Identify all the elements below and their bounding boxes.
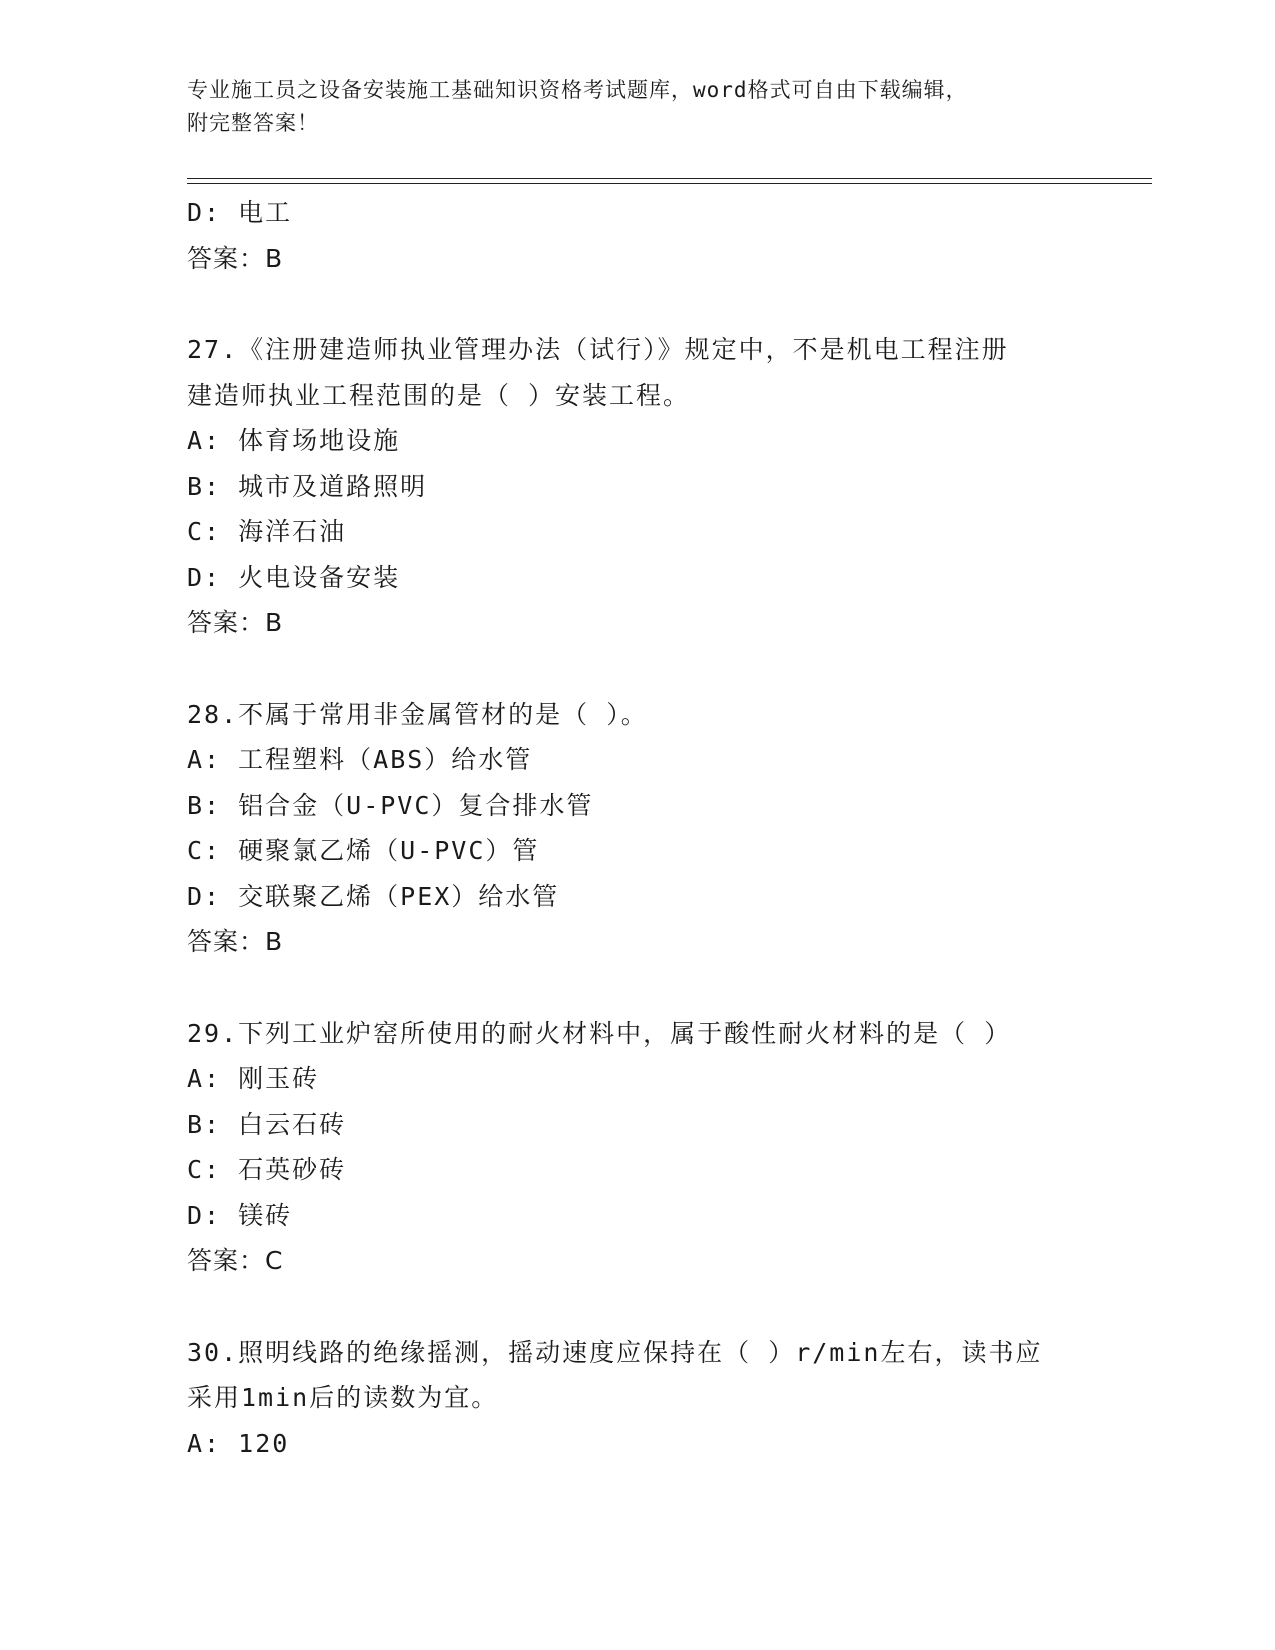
spacer (187, 646, 1147, 692)
option-c: C: 硬聚氯乙烯（U-PVC）管 (187, 836, 540, 865)
question-stem: 30.照明线路的绝缘摇测，摇动速度应保持在（ ）r/min左右，读书应 (187, 1337, 1043, 1367)
header-divider-top (187, 178, 1152, 179)
question-stem-continued: 建造师执业工程范围的是（ ）安装工程。 (187, 380, 691, 410)
option-a: A: 刚玉砖 (187, 1064, 320, 1093)
question-stem-continued: 采用1min后的读数为宜。 (187, 1383, 499, 1412)
option-b: B: 白云石砖 (187, 1109, 347, 1139)
option-b: B: 铝合金（U-PVC）复合排水管 (187, 790, 594, 820)
option-a: A: 120 (187, 1428, 290, 1458)
question-stem: 28.不属于常用非金属管材的是（ ）。 (187, 699, 648, 729)
option-d: D: 镁砖 (187, 1200, 293, 1230)
option-d: D: 火电设备安装 (187, 562, 401, 592)
option-c: C: 海洋石油 (187, 517, 347, 546)
spacer (187, 965, 1147, 1011)
answer: 答案：B (187, 608, 284, 637)
question-list (187, 190, 1147, 1466)
header-line-2: 附完整答案！ (187, 111, 319, 135)
question-27 (187, 327, 1147, 646)
question-29 (187, 1011, 1147, 1284)
question-26-partial (187, 190, 1147, 281)
option-a: A: 工程塑料（ABS）给水管 (187, 745, 533, 774)
answer: 答案：B (187, 243, 284, 273)
option-b: B: 城市及道路照明 (187, 471, 428, 501)
question-28 (187, 692, 1147, 965)
spacer (187, 1284, 1147, 1330)
option-d: D: 交联聚乙烯（PEX）给水管 (187, 881, 560, 911)
question-stem: 27.《注册建造师执业管理办法（试行）》规定中，不是机电工程注册 (187, 335, 1009, 364)
question-stem: 29.下列工业炉窑所使用的耐火材料中，属于酸性耐火材料的是（ ） (187, 1018, 1012, 1048)
header-divider-bottom (187, 183, 1152, 184)
spacer (187, 281, 1147, 327)
option-a: A: 体育场地设施 (187, 426, 401, 455)
question-30 (187, 1330, 1147, 1467)
option-c: C: 石英砂砖 (187, 1155, 347, 1184)
header-line-1: 专业施工员之设备安装施工基础知识资格考试题库，word格式可自由下载编辑， (187, 78, 968, 102)
option-d: D: 电工 (187, 198, 293, 227)
answer: 答案：B (187, 927, 284, 956)
answer: 答案：C (187, 1246, 284, 1275)
document-header (187, 74, 1087, 140)
